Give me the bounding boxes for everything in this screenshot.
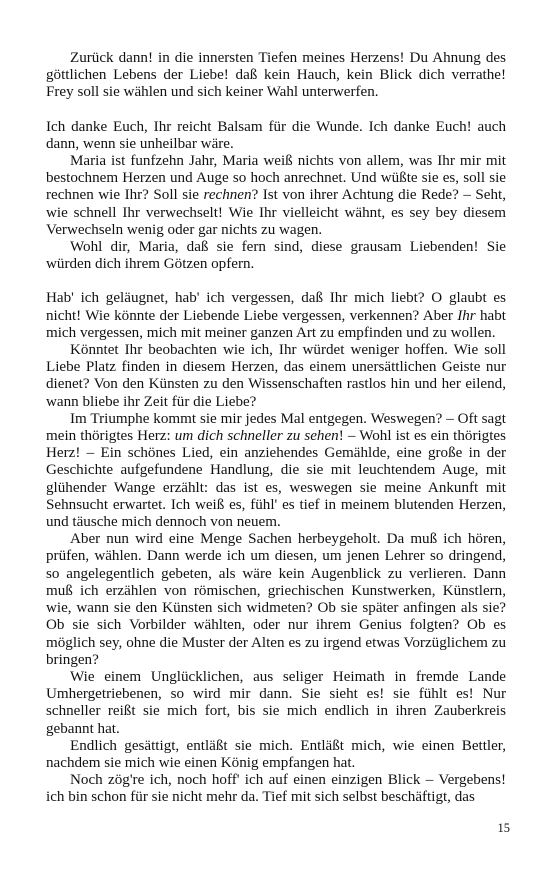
paragraph [46,50,506,102]
paragraph [46,153,506,239]
text-run: Ich danke Euch, Ihr reicht Balsam für die Wunde. Ich danke Euch! auch dann, wenn sie unheilbar wäre. [46,118,506,152]
text-run: Maria ist funfzehn Jahr, Maria weiß nichts von allem, was Ihr mir mit bestochnem Herzen und Auge so hoch anrechnet. Und wüßte sie es, soll sie rechnen wie Ihr? Soll sie [46,153,506,204]
text-run: Könntet Ihr beobachten wie ich, Ihr würdet weniger hoffen. Wie soll Liebe Platz finden in diesem Herzen, das einem unersättlichen Geiste nur dienet? Von den Künsten zu den Wissenschaften rastlos hin und her eilend, wann bliebe ihr Zeit für die Liebe? [46,342,506,410]
paragraph [46,738,506,772]
paragraph [46,531,506,669]
page-text [46,50,506,807]
text-run: Hab' ich geläugnet, hab' ich vergessen, daß Ihr mich liebt? O glaubt es nicht! Wie könnte der Liebende Liebe vergessen, verkennen? Aber [46,290,506,324]
section-break [46,102,506,119]
paragraph [46,772,506,806]
text-run: ? Ist von ihrer Achtung die Rede? – Seht, wie schnell Ihr verwechselt! Wie Ihr vielleicht wähnt, es sey bey diesem Verwechseln wenig oder gar nichts zu wagen. [46,187,506,238]
paragraph [46,669,506,738]
paragraph [46,290,506,342]
emphasized-text: um dich schneller zu sehen [174,428,339,445]
paragraph [46,342,506,411]
emphasized-text: Ihr [457,307,476,324]
text-run: Zurück dann! in die innersten Tiefen meines Herzens! Du Ahnung des göttlichen Lebens der Liebe! daß kein Hauch, kein Blick dich verrathe! Frey soll sie wählen und sich keiner Wahl unterwerfen. [46,50,506,101]
page-number: 15 [497,821,510,835]
text-run: Im Triumphe kommt sie mir jedes Mal entgegen. Weswegen? – Oft sagt mein thörigtes Herz: [46,410,506,445]
text-run: Wie einem Unglücklichen, aus seliger Heimath in fremde Lande Umhergetriebenen, so wird mir dann. Sie sieht es! sie fühlt es! Nur schneller reißt sie mich fort, bis sie mich endlich in ihren Zauberkreis gebannt hat. [46,668,506,737]
text-run: Aber nun wird eine Menge Sachen herbeygeholt. Da muß ich hören, prüfen, wählen. Dann werde ich um diesen, um jenen Lehrer so dringend, so angelegentlich gebeten, als wäre kein Augenblick zu verlieren. Dann muß ich erzählen von römischen, griechischen Kunstwerken, Künstlern, wie, wann sie den Künsten sich widmeten? Ob sie später anfingen als sie? Ob sie sich Vorbilder wählten, oder nur ihrem Genius folgten? Ob es möglich sey, ohne die Muster der Alten es zu irgend etwas Vorzüglichem zu bringen? [46,531,506,668]
text-run: Endlich gesättigt, entläßt sie mich. Entläßt mich, wie einen Bettler, nachdem sie mich wie einen König empfangen hat. [46,737,506,771]
paragraph [46,239,506,273]
text-run: ! – Wohl ist es ein thörigtes Herz! – Ein schönes Lied, ein anziehendes Gemählde, eine große in der Geschichte aufgefundene Handlung, die sie mit leuchtendem Auge, mit glühender Wange erzählt: das ist es, weswegen sie meine Ankunft mit Sehnsucht erwartet. Ich weiß es, fühl' es tief in meinem blutenden Herzen, und täusche mich dennoch von neuem. [46,428,506,531]
paragraph [46,119,506,153]
text-run: Noch zög're ich, noch hoff' ich auf einen einzigen Blick – Vergebens! ich bin schon für sie nicht mehr da. Tief mit sich selbst beschäftigt, das [46,772,506,806]
section-break [46,273,506,290]
text-run: Wohl dir, Maria, daß sie fern sind, diese grausam Liebenden! Sie würden dich ihrem Götzen opfern. [46,239,506,273]
paragraph [46,411,506,531]
emphasized-text: rechnen [203,187,252,204]
text-run: habt mich vergessen, mich mit meiner ganzen Art zu empfinden und zu wollen. [46,307,506,341]
